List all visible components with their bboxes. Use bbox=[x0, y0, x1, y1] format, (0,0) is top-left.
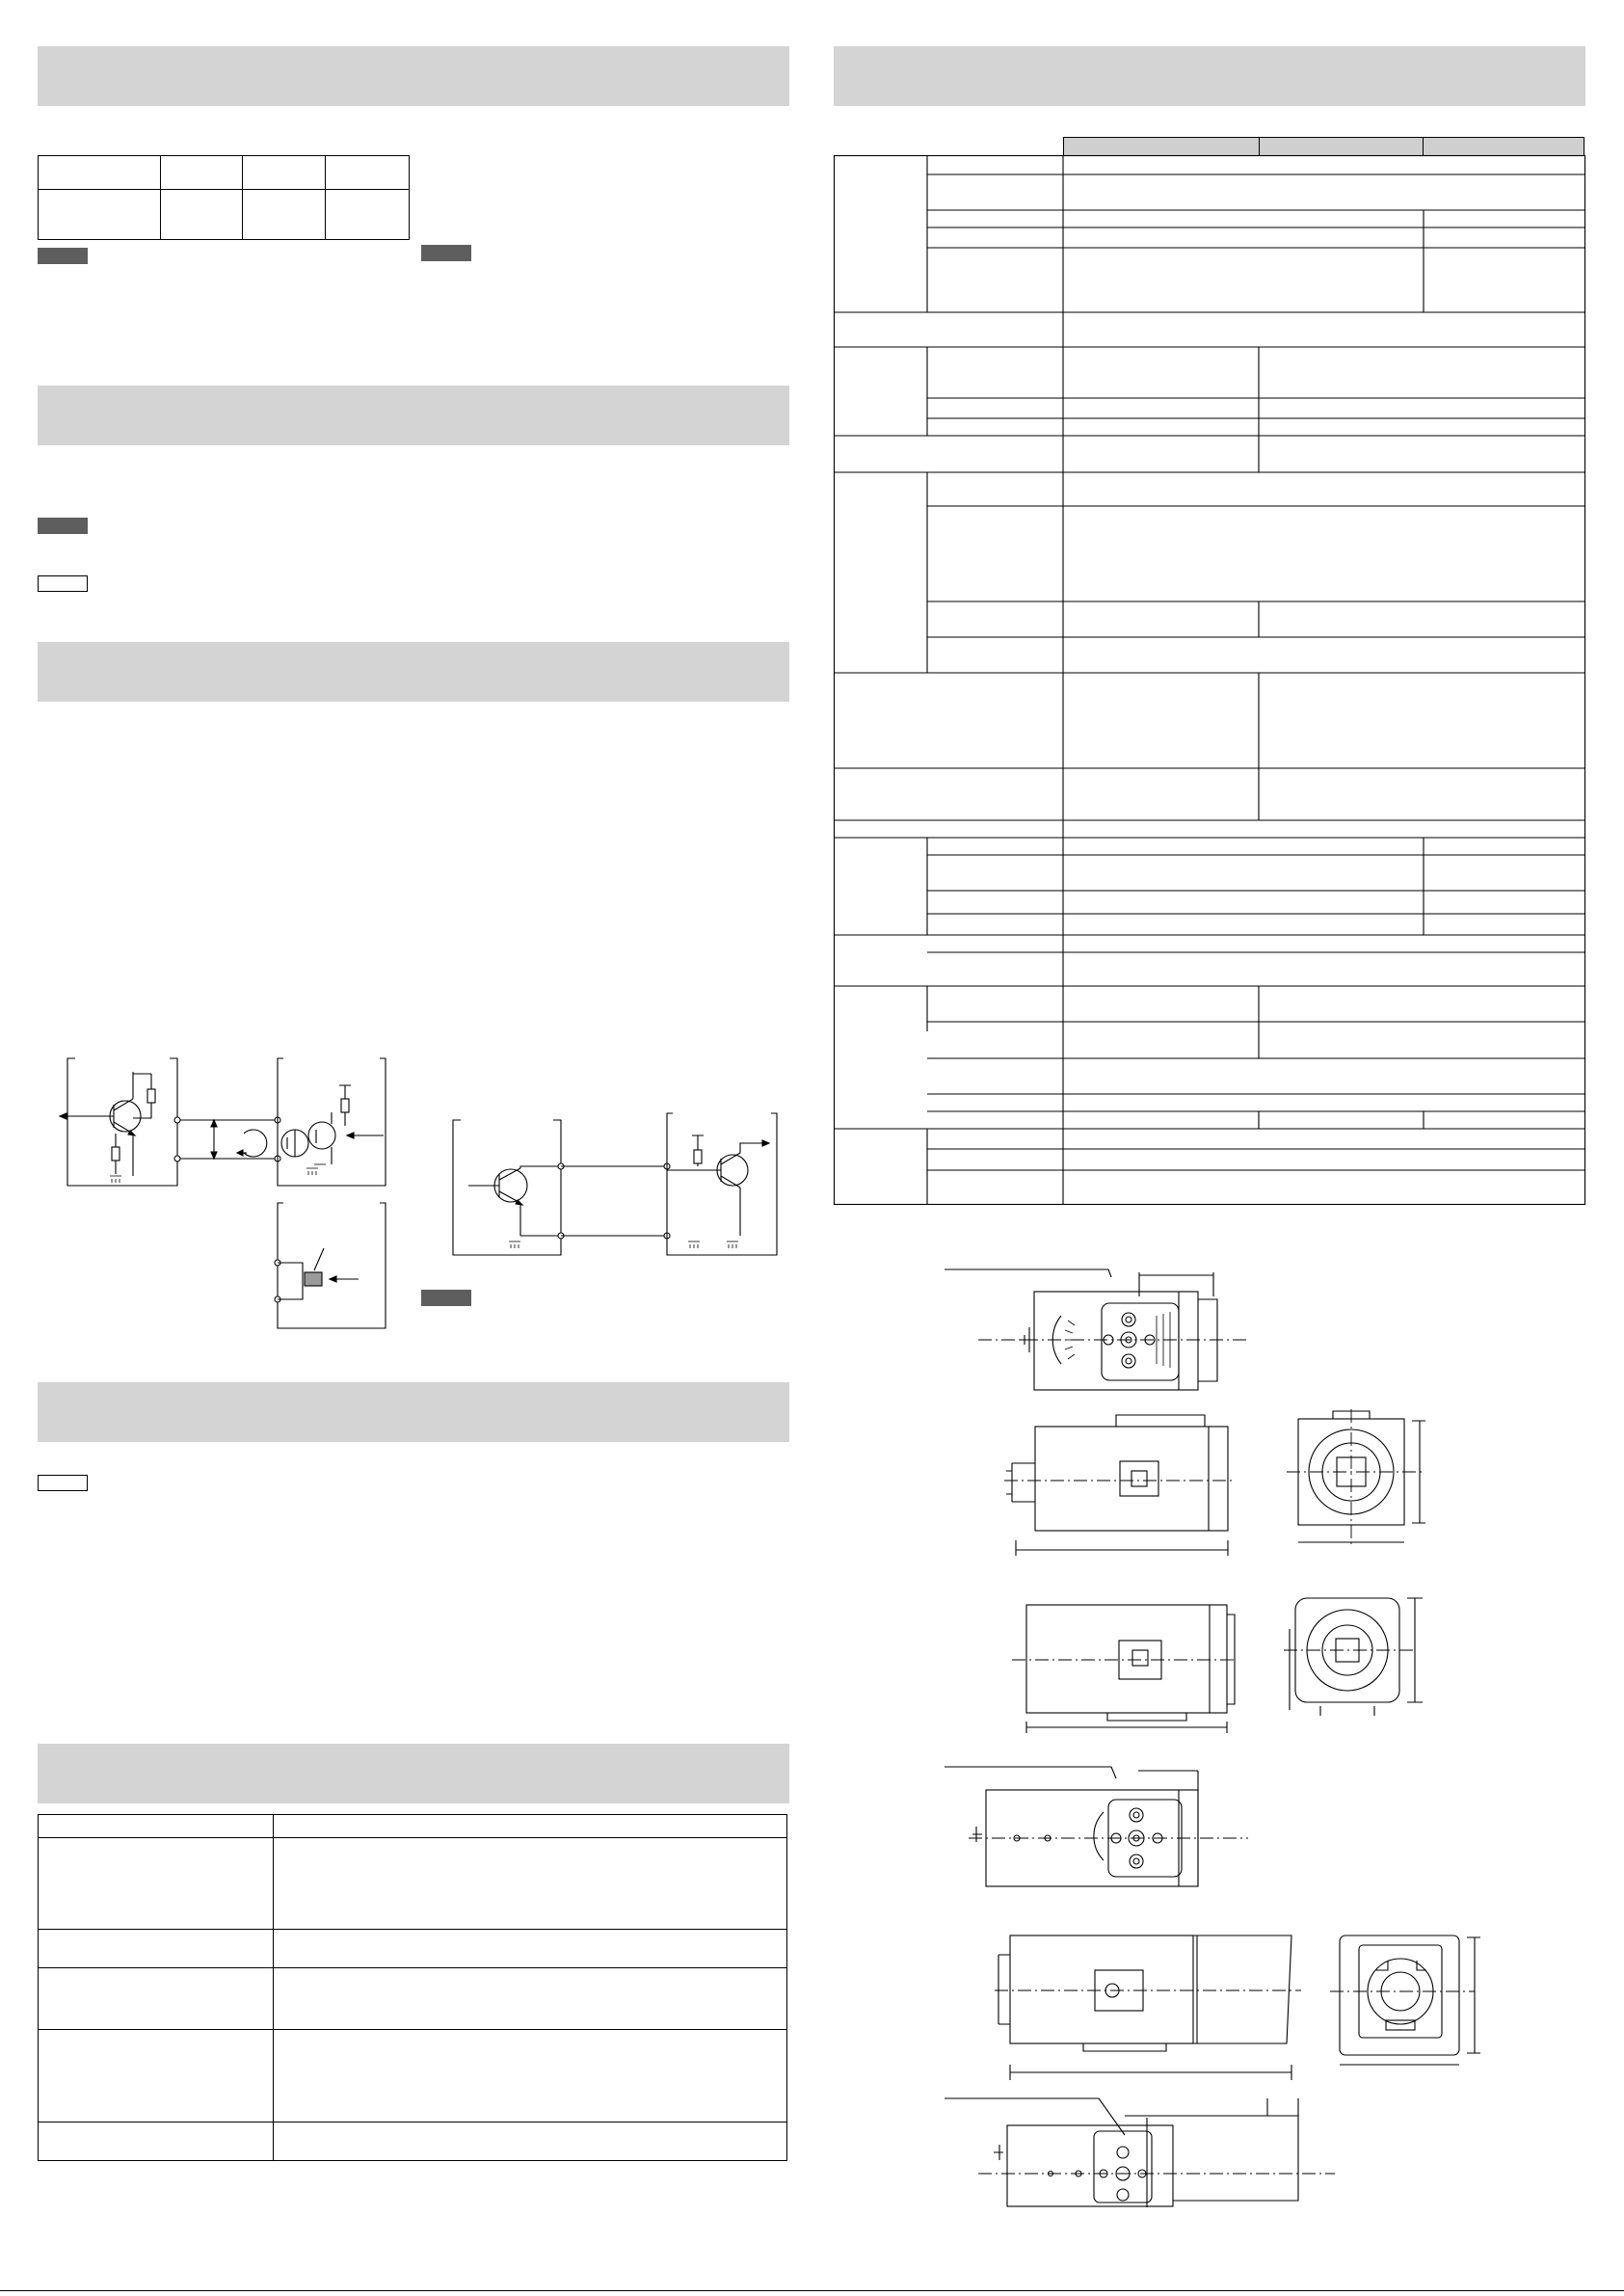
spec-table bbox=[834, 155, 1586, 1206]
spec-header-col-3 bbox=[1423, 137, 1584, 156]
table-cell bbox=[39, 1968, 274, 2030]
note-tag bbox=[421, 1290, 471, 1306]
table-cell bbox=[39, 190, 161, 240]
table-cell bbox=[274, 1815, 787, 1838]
table-cell bbox=[39, 1930, 274, 1968]
table-cell bbox=[326, 190, 410, 240]
table-cell bbox=[39, 156, 161, 190]
note-tag bbox=[38, 518, 88, 534]
table-cell bbox=[274, 2030, 787, 2122]
camera-drawing-view-1 bbox=[940, 1258, 1267, 1393]
table-cell bbox=[243, 156, 326, 190]
camera-drawing-view-2 bbox=[1002, 1405, 1234, 1560]
table-cell bbox=[274, 1968, 787, 2030]
camera-drawing-front-2 bbox=[1282, 1590, 1426, 1725]
page-bottom-rule bbox=[0, 2290, 1624, 2291]
spec-header-col-2 bbox=[1259, 137, 1424, 156]
note-tag bbox=[38, 248, 88, 264]
table-cell bbox=[39, 2030, 274, 2122]
camera-drawing-housing-front bbox=[1330, 1928, 1484, 2072]
camera-drawing-view-4 bbox=[940, 1759, 1267, 1894]
table-cell bbox=[39, 1815, 274, 1838]
small-table bbox=[38, 155, 410, 240]
table-cell bbox=[39, 1838, 274, 1930]
camera-drawing-front-1 bbox=[1287, 1409, 1431, 1549]
section-banner-3 bbox=[38, 642, 789, 702]
table-cell bbox=[39, 2122, 274, 2161]
spec-section-banner bbox=[834, 46, 1585, 106]
section-banner-4 bbox=[38, 1382, 789, 1442]
table-cell bbox=[274, 1838, 787, 1930]
circuit-diagram-output bbox=[58, 1051, 395, 1340]
camera-drawing-view-5 bbox=[940, 2096, 1344, 2212]
camera-drawing-view-3 bbox=[1007, 1590, 1238, 1735]
table-cell bbox=[326, 156, 410, 190]
circuit-diagram-input bbox=[449, 1108, 786, 1263]
section-banner-2 bbox=[38, 386, 789, 445]
spec-header-col-1 bbox=[1063, 137, 1260, 156]
section-banner-1 bbox=[38, 46, 789, 106]
section-banner-5 bbox=[38, 1744, 789, 1803]
table-cell bbox=[274, 1930, 787, 1968]
note-tag bbox=[38, 575, 88, 592]
lower-left-table bbox=[38, 1814, 787, 2161]
table-cell bbox=[274, 2122, 787, 2161]
table-cell bbox=[161, 190, 243, 240]
note-tag bbox=[38, 1475, 88, 1491]
camera-drawing-housing-side bbox=[993, 1928, 1311, 2082]
table-cell bbox=[161, 156, 243, 190]
note-tag bbox=[421, 245, 471, 261]
table-cell bbox=[243, 190, 326, 240]
